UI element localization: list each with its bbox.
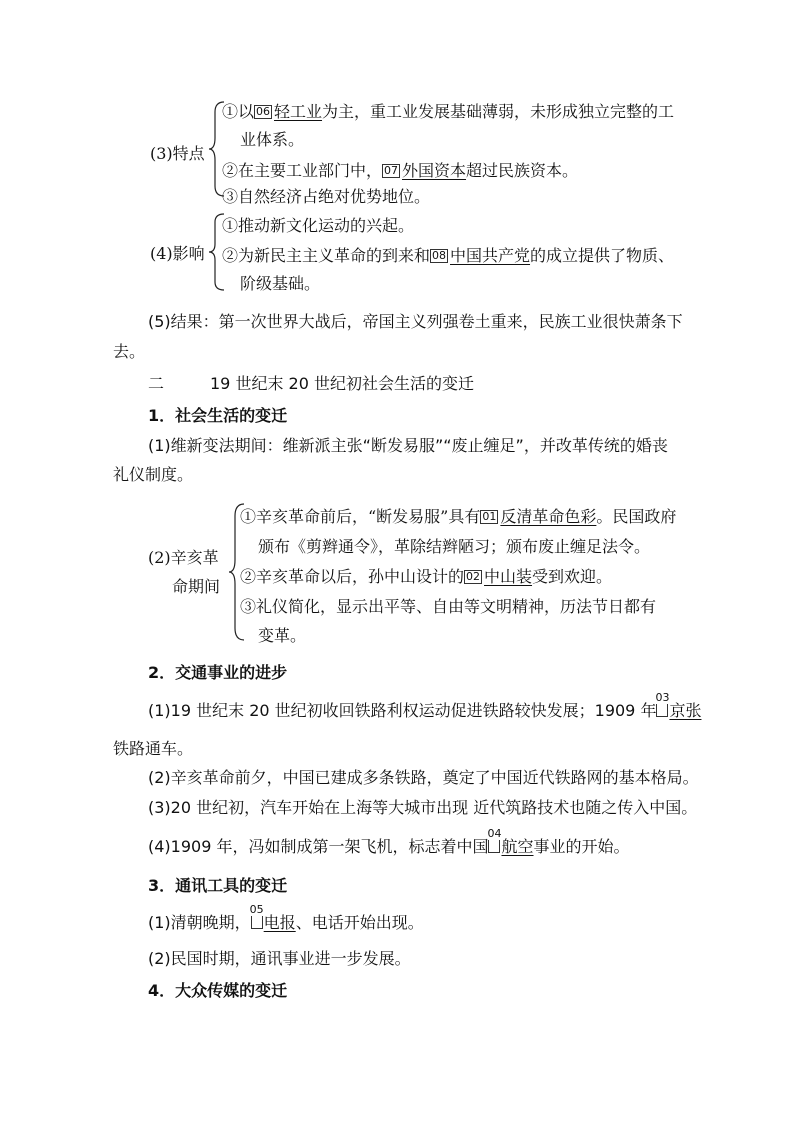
communication-item-2: (2)民国时期，通讯事业进一步发展。: [148, 949, 411, 968]
impact-item-2-cont: 阶级基础。: [240, 274, 321, 293]
section-3-label: (3)特点: [150, 144, 205, 163]
impact-item-2: ②为新民主主义革命的到来和 08 中国共产党的成立提供了物质、: [222, 246, 675, 265]
answer-number-box: 08: [432, 249, 447, 262]
xinhai-item-1-cont: 颁布《剪辫通令》，革除结辫陋习；颁布废止缠足法令。: [258, 537, 651, 556]
social-item-1-line-2: 礼仪制度。: [113, 465, 194, 484]
answer-number-box: 02: [466, 570, 481, 583]
answer-ccp: 中国共产党: [450, 246, 531, 265]
transport-item-1-cont: 铁路通车。: [113, 739, 194, 758]
social-item-1-line-1: (1)维新变法期间：维新派主张“断发易服”“废止缠足”，并改革传统的婚丧: [148, 436, 668, 455]
answer-number-box: 04: [488, 840, 500, 853]
part-2-title: 19 世纪末 20 世纪初社会生活的变迁: [210, 374, 474, 393]
transport-item-3: (3)20 世纪初，汽车开始在上海等大城市出现 近代筑路技术也随之传入中国。: [148, 798, 698, 817]
answer-zhongshan-suit: 中山装: [484, 567, 533, 586]
transport-item-1: (1)19 世纪末 20 世纪初收回铁路利权运动促进铁路较快发展；1909 年 03 京张: [148, 691, 702, 720]
feature-item-3: ③自然经济占绝对优势地位。: [222, 187, 431, 206]
answer-foreign-capital: 外国资本: [402, 161, 467, 180]
transport-item-2: (2)辛亥革命前夕，中国已建成多条铁路，奠定了中国近代铁路网的基本格局。: [148, 768, 699, 787]
heading-mass-media: 4．大众传媒的变迁: [148, 981, 288, 1000]
heading-social-life: 1．社会生活的变迁: [148, 406, 288, 425]
xinhai-item-3: ③礼仪简化，显示出平等、自由等文明精神，历法节日都有: [240, 597, 657, 616]
answer-number-box: 03: [656, 704, 668, 717]
heading-transport: 2．交通事业的进步: [148, 663, 288, 682]
answer-light-industry: 轻工业: [274, 102, 323, 121]
xinhai-item-2: ②辛亥革命以后，孙中山设计的 02 中山装受到欢迎。: [240, 567, 613, 586]
section-xinhai-label-1: (2)辛亥革: [148, 548, 219, 567]
feature-item-1: ①以 06 轻工业为主，重工业发展基础薄弱，未形成独立完整的工: [222, 102, 675, 121]
answer-number-box: 06: [256, 105, 271, 118]
section-xinhai-label-2: 命期间: [172, 577, 221, 596]
answer-anti-qing: 反清革命色彩: [500, 507, 597, 526]
result-line-2: 去。: [113, 342, 146, 361]
part-2-number: 二: [148, 374, 165, 393]
section-4-label: (4)影响: [150, 244, 205, 263]
feature-item-1-cont: 业体系。: [240, 130, 305, 149]
answer-number-box: 01: [482, 510, 497, 523]
answer-jingzhang: 京张: [669, 701, 702, 720]
answer-number-box: 07: [384, 164, 399, 177]
heading-communication: 3．通讯工具的变迁: [148, 876, 288, 895]
transport-item-4: (4)1909 年，冯如制成第一架飞机，标志着中国 04 航空事业的开始。: [148, 827, 630, 856]
answer-telegraph: 电报: [263, 913, 296, 932]
feature-item-2: ②在主要工业部门中， 07 外国资本超过民族资本。: [222, 161, 579, 180]
xinhai-item-3-cont: 变革。: [258, 626, 307, 645]
result-line-1: (5)结果：第一次世界大战后，帝国主义列强卷土重来，民族工业很快萧条下: [148, 312, 683, 331]
impact-item-1: ①推动新文化运动的兴起。: [222, 216, 415, 235]
xinhai-item-1: ①辛亥革命前后，“断发易服”具有 01 反清革命色彩。民国政府: [240, 507, 677, 526]
communication-item-1: (1)清朝晚期， 05 电报、电话开始出现。: [148, 903, 424, 932]
answer-aviation: 航空: [501, 837, 534, 856]
answer-number-box: 05: [251, 916, 263, 929]
